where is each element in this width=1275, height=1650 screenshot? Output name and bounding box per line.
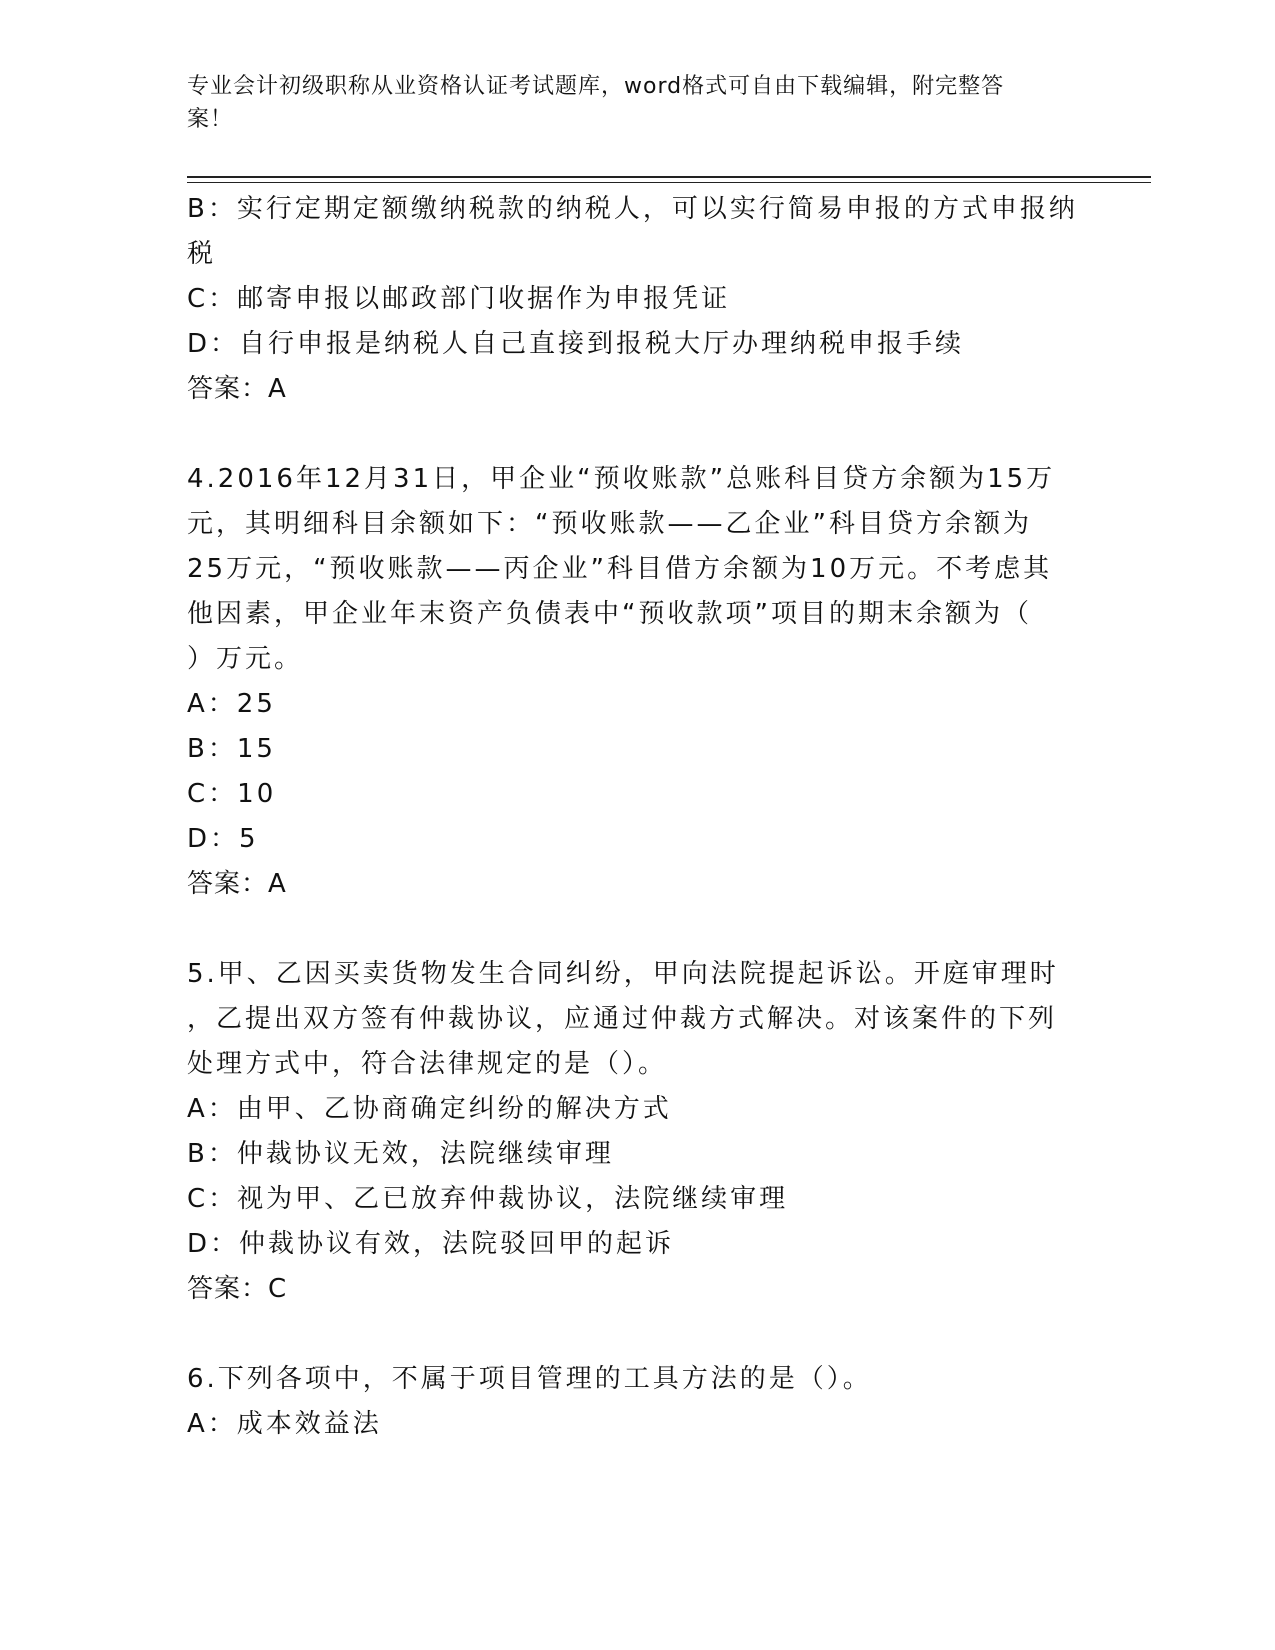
spacer [187, 412, 1087, 457]
question-text: ）万元。 [187, 644, 304, 674]
spacer [187, 907, 1087, 952]
spacer [187, 1312, 1087, 1357]
question-text: ，乙提出双方签有仲裁协议，应通过仲裁方式解决。对该案件的下列 [187, 1004, 1058, 1034]
option-d: D：仲裁协议有效，法院驳回甲的起诉 [187, 1229, 675, 1259]
option-b: B：实行定期定额缴纳税款的纳税人，可以实行简易申报的方式申报纳 [187, 194, 1078, 224]
header-line: 专业会计初级职称从业资格认证考试题库，word格式可自由下载编辑，附完整答 [187, 74, 1005, 99]
question-text: 4.2016年12月31日，甲企业“预收账款”总账科目贷方余额为15万 [187, 464, 1056, 494]
question-text: 他因素，甲企业年末资产负债表中“预收款项”项目的期末余额为（ [187, 599, 1032, 629]
option-a: A：由甲、乙协商确定纠纷的解决方式 [187, 1094, 672, 1124]
option-c: C：10 [187, 779, 277, 809]
option-c: C：邮寄申报以邮政部门收据作为申报凭证 [187, 284, 731, 314]
answer: 答案：A [187, 374, 287, 404]
question-6 [187, 1357, 1087, 1447]
header-line: 案！ [187, 107, 234, 132]
question-4 [187, 457, 1087, 907]
question-3-tail [187, 187, 1087, 412]
question-content [187, 187, 1087, 1447]
option-c: C：视为甲、乙已放弃仲裁协议，法院继续审理 [187, 1184, 789, 1214]
answer: 答案：C [187, 1274, 288, 1304]
header-divider [187, 176, 1151, 183]
question-text: 25万元，“预收账款——丙企业”科目借方余额为10万元。不考虑其 [187, 554, 1053, 584]
question-text: 6.下列各项中，不属于项目管理的工具方法的是（）。 [187, 1364, 872, 1394]
option-d: D：自行申报是纳税人自己直接到报税大厅办理纳税申报手续 [187, 329, 965, 359]
option-a: A：25 [187, 689, 276, 719]
question-5 [187, 952, 1087, 1312]
question-text: 处理方式中，符合法律规定的是（）。 [187, 1049, 668, 1079]
option-b: B：仲裁协议无效，法院继续审理 [187, 1139, 614, 1169]
option-b: B：15 [187, 734, 276, 764]
option-b-cont: 税 [187, 239, 217, 269]
answer: 答案：A [187, 869, 287, 899]
question-text: 元，其明细科目余额如下：“预收账款——乙企业”科目贷方余额为 [187, 509, 1032, 539]
page-header [187, 70, 1067, 136]
question-text: 5.甲、乙因买卖货物发生合同纠纷，甲向法院提起诉讼。开庭审理时 [187, 959, 1059, 989]
option-d: D：5 [187, 824, 259, 854]
option-a: A：成本效益法 [187, 1409, 382, 1439]
